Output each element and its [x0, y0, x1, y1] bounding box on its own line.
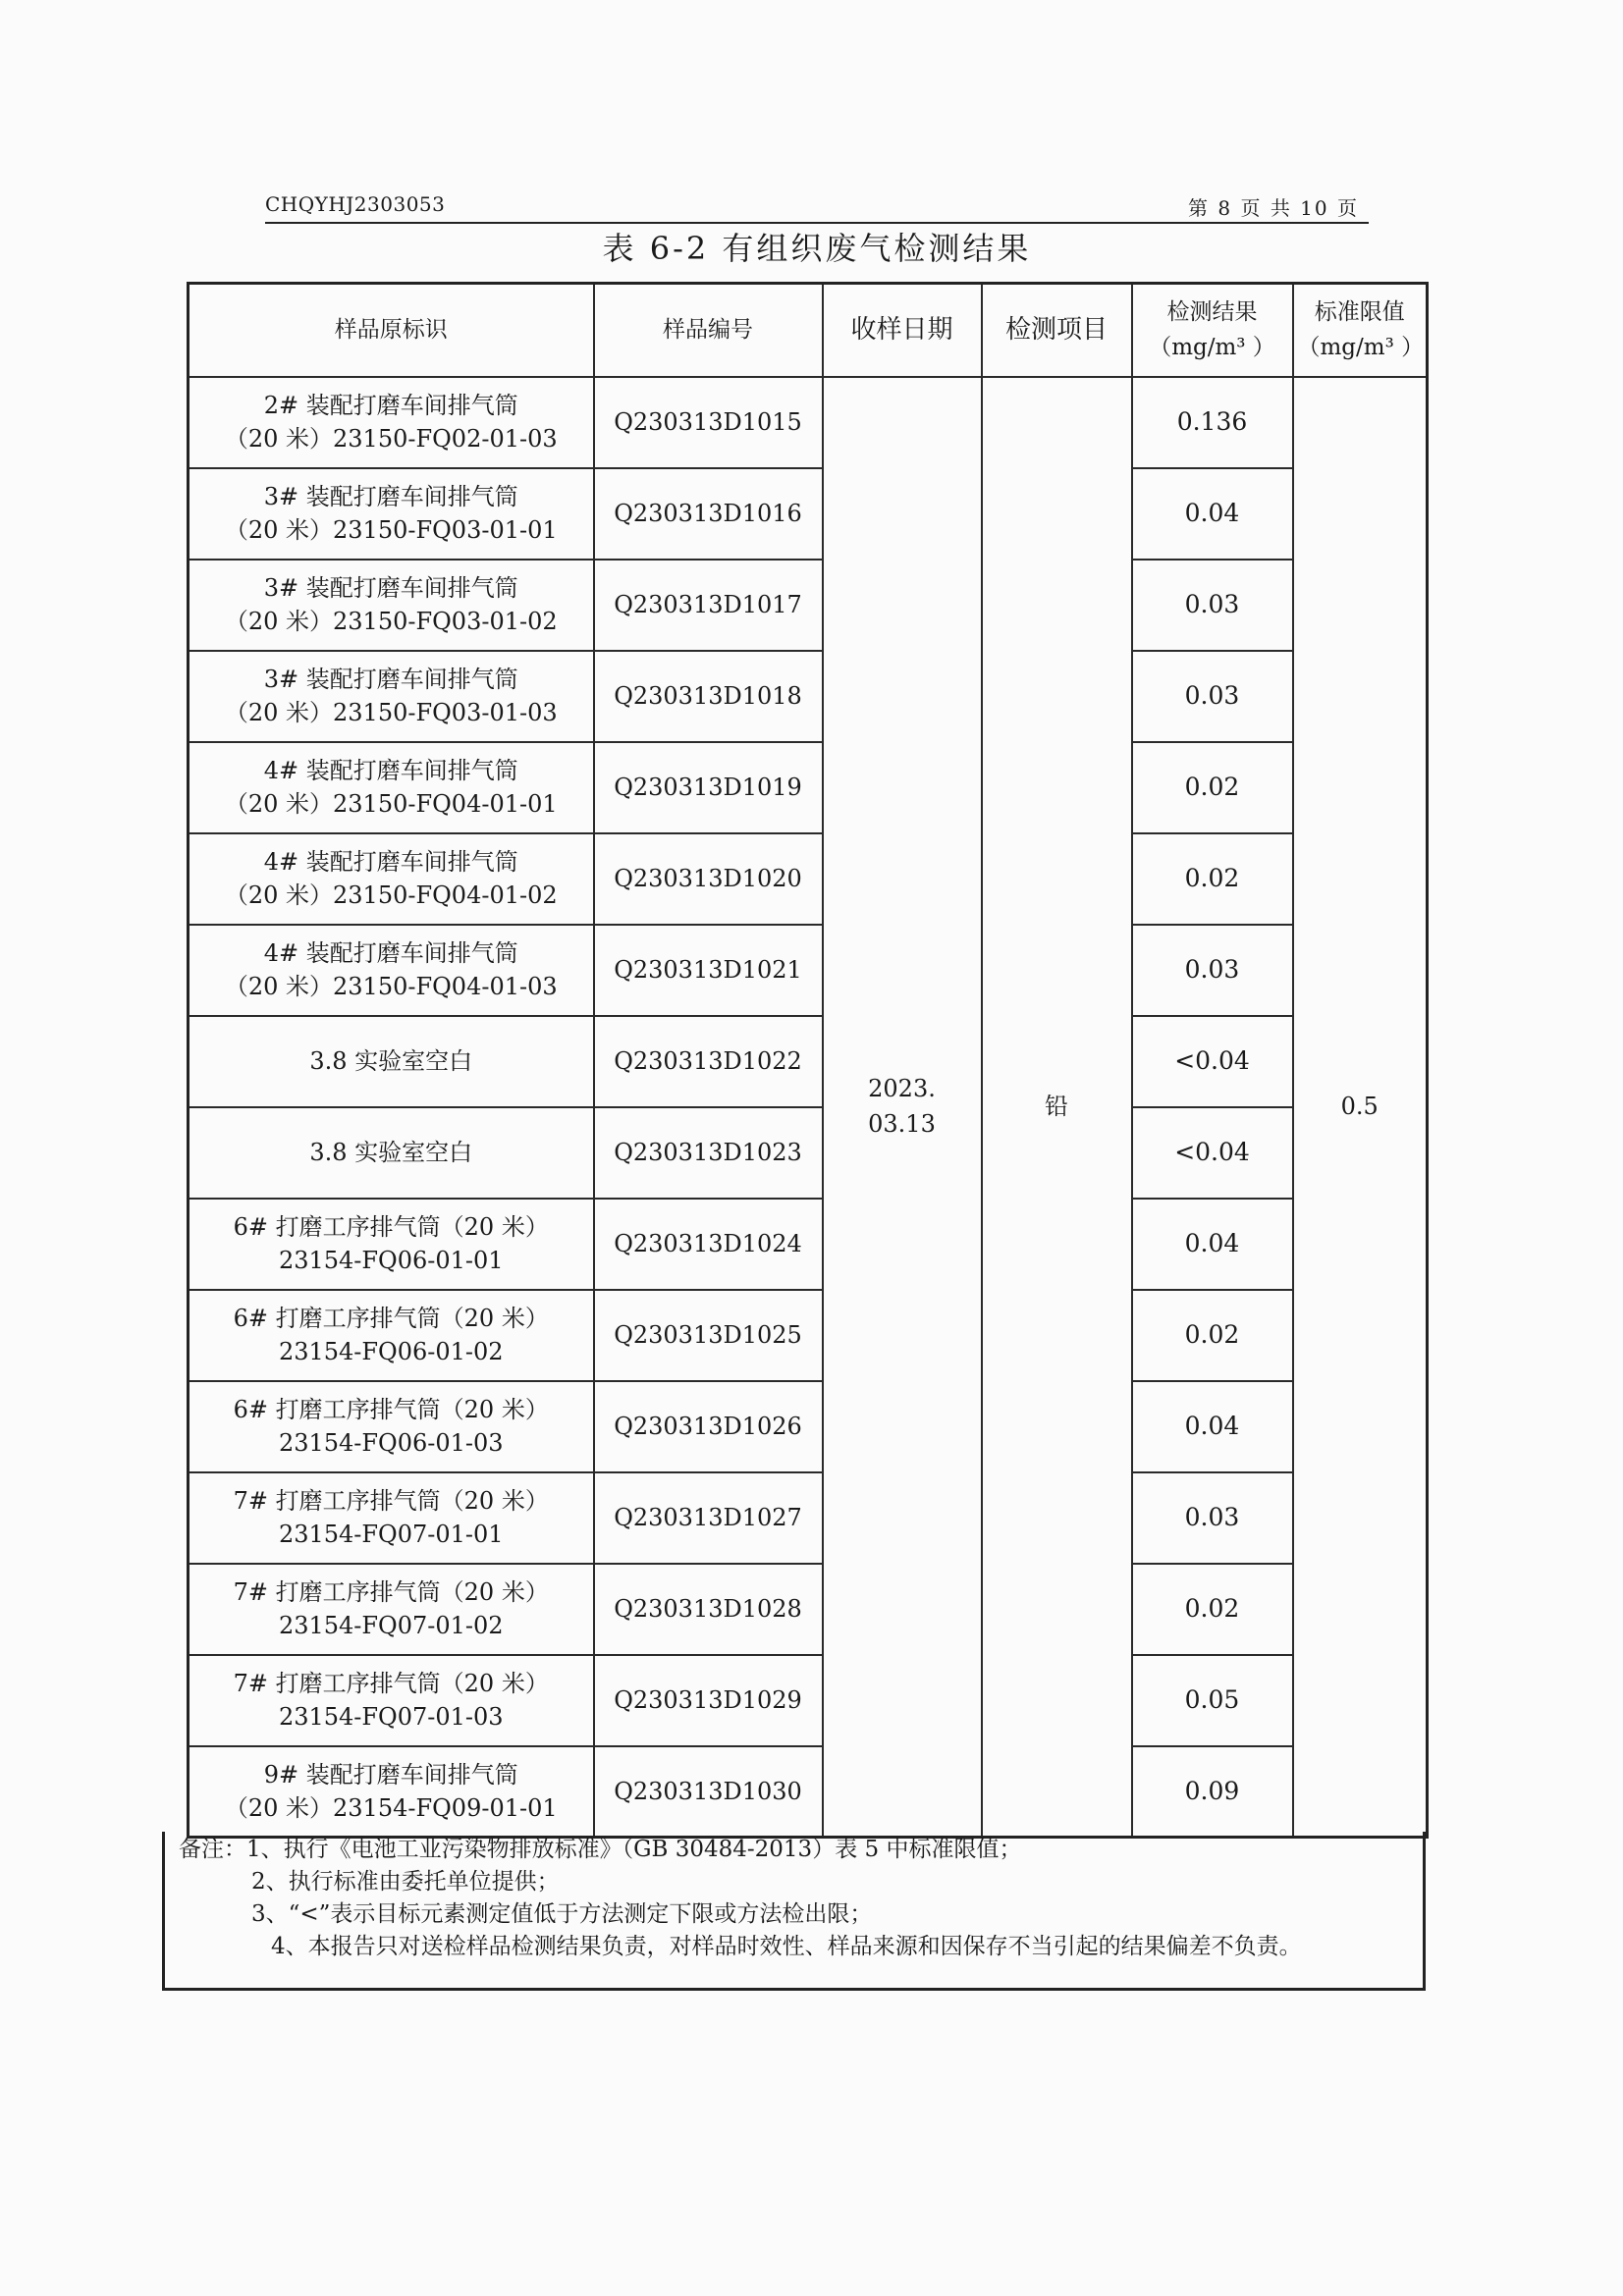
- sample-id-line1: 6# 打磨工序排气筒（20 米）: [233, 1305, 549, 1332]
- sample-id-line2: 23154-FQ06-01-01: [278, 1247, 504, 1274]
- result-cell: 0.03: [1132, 651, 1293, 742]
- table-row: [189, 1107, 1428, 1199]
- result-cell: 0.04: [1132, 1199, 1293, 1290]
- sample-no-cell: Q230313D1025: [594, 1290, 823, 1381]
- sample-id-cell: [189, 1746, 594, 1838]
- table-row: [189, 742, 1428, 833]
- result-cell: 0.02: [1132, 742, 1293, 833]
- result-cell: <0.04: [1132, 1107, 1293, 1199]
- sample-id-line1: 7# 打磨工序排气筒（20 米）: [233, 1578, 549, 1606]
- remark-line-4: 4、本报告只对送检样品检测结果负责，对样品时效性、样品来源和因保存不当引起的结果偏差不负责。: [271, 1934, 1302, 1959]
- sample-id-line2: （20 米）23150-FQ04-01-01: [224, 790, 558, 818]
- sample-id-cell: [189, 742, 594, 833]
- sample-id-line2: （20 米）23150-FQ02-01-03: [224, 425, 558, 453]
- table-row: [189, 1381, 1428, 1472]
- sample-id-line1: 7# 打磨工序排气筒（20 米）: [233, 1670, 549, 1697]
- table-row: [189, 925, 1428, 1016]
- result-cell: 0.04: [1132, 1381, 1293, 1472]
- page-number: 第 8 页 共 10 页: [1188, 196, 1359, 220]
- sample-id-line1: 9# 装配打磨车间排气筒: [263, 1760, 518, 1789]
- col-header-result: [1132, 284, 1293, 377]
- result-cell: 0.05: [1132, 1655, 1293, 1746]
- sample-id-line1: 3# 装配打磨车间排气筒: [263, 666, 518, 693]
- result-header-line1: 检测结果: [1166, 299, 1258, 326]
- receipt-date-cell: [823, 377, 982, 1838]
- table-row: [189, 377, 1428, 468]
- table-row: [189, 560, 1428, 651]
- table-row: [189, 1655, 1428, 1746]
- result-cell: <0.04: [1132, 1016, 1293, 1107]
- receipt-date-line1: 2023.: [868, 1075, 936, 1103]
- sample-id-cell: [189, 651, 594, 742]
- col-header-sample-no: 样品编号: [594, 284, 823, 377]
- table-row: [189, 1746, 1428, 1838]
- col-header-sample-id: 样品原标识: [189, 284, 594, 377]
- col-header-date: 收样日期: [823, 284, 982, 377]
- sample-id-line2: 23154-FQ07-01-01: [278, 1521, 504, 1548]
- col-header-item: 检测项目: [982, 284, 1132, 377]
- table-row: [189, 651, 1428, 742]
- sample-id-cell: [189, 1564, 594, 1655]
- table-row: [189, 1472, 1428, 1564]
- sample-no-cell: Q230313D1016: [594, 468, 823, 560]
- sample-id-cell: [189, 1381, 594, 1472]
- limit-header-line1: 标准限值: [1314, 299, 1405, 326]
- sample-id-line2: （20 米）23150-FQ04-01-03: [224, 973, 558, 1000]
- result-cell: 0.04: [1132, 468, 1293, 560]
- sample-no-cell: Q230313D1018: [594, 651, 823, 742]
- sample-id-line2: （20 米）23150-FQ03-01-01: [224, 516, 558, 544]
- result-cell: 0.02: [1132, 1290, 1293, 1381]
- remark-line-3: 3、“<”表示目标元素测定值低于方法测定下限或方法检出限；: [251, 1901, 873, 1927]
- sample-id-cell: [189, 377, 594, 468]
- page-header: [265, 188, 1369, 224]
- sample-id-line1: 4# 装配打磨车间排气筒: [263, 848, 518, 876]
- sample-no-cell: Q230313D1015: [594, 377, 823, 468]
- sample-id-line2: （20 米）23154-FQ09-01-01: [224, 1793, 558, 1822]
- sample-id-cell: [189, 1655, 594, 1746]
- limit-cell: 0.5: [1293, 377, 1428, 1838]
- sample-id-line1: 7# 打磨工序排气筒（20 米）: [233, 1487, 549, 1515]
- sample-id-cell: [189, 925, 594, 1016]
- results-table: [187, 282, 1429, 1839]
- sample-id-cell: [189, 1107, 594, 1199]
- limit-header-unit: （mg/m³ ）: [1297, 335, 1425, 361]
- sample-id-line1: 3# 装配打磨车间排气筒: [263, 574, 518, 602]
- sample-id-line1: 6# 打磨工序排气筒（20 米）: [233, 1396, 549, 1423]
- sample-id-cell: [189, 560, 594, 651]
- sample-no-cell: Q230313D1026: [594, 1381, 823, 1472]
- sample-no-cell: Q230313D1022: [594, 1016, 823, 1107]
- sample-id-line2: （20 米）23150-FQ03-01-02: [224, 608, 558, 635]
- sample-id-line2: 23154-FQ06-01-03: [278, 1429, 504, 1457]
- result-cell: 0.03: [1132, 560, 1293, 651]
- sample-id-line1: 4# 装配打磨车间排气筒: [263, 939, 518, 967]
- sample-no-cell: Q230313D1017: [594, 560, 823, 651]
- receipt-date-line2: 03.13: [868, 1110, 936, 1139]
- sample-no-cell: Q230313D1019: [594, 742, 823, 833]
- col-header-limit: [1293, 284, 1428, 377]
- header-row: [189, 284, 1428, 377]
- sample-no-cell: Q230313D1023: [594, 1107, 823, 1199]
- remark-line-2: 2、执行标准由委托单位提供；: [251, 1869, 560, 1895]
- table-row: [189, 1564, 1428, 1655]
- result-header-unit: （mg/m³ ）: [1149, 335, 1275, 361]
- sample-id-cell: [189, 1290, 594, 1381]
- sample-no-cell: Q230313D1027: [594, 1472, 823, 1564]
- sample-id-cell: [189, 833, 594, 925]
- result-cell: 0.03: [1132, 1472, 1293, 1564]
- table-title: 表 6-2 有组织废气检测结果: [602, 230, 1032, 267]
- result-cell: 0.09: [1132, 1746, 1293, 1838]
- result-cell: 0.02: [1132, 833, 1293, 925]
- result-cell: 0.02: [1132, 1564, 1293, 1655]
- sample-no-cell: Q230313D1024: [594, 1199, 823, 1290]
- result-cell: 0.03: [1132, 925, 1293, 1016]
- sample-no-cell: Q230313D1030: [594, 1746, 823, 1838]
- sample-no-cell: Q230313D1028: [594, 1564, 823, 1655]
- sample-no-cell: Q230313D1021: [594, 925, 823, 1016]
- remarks: [162, 1832, 1426, 1991]
- sample-id-line1: 3# 装配打磨车间排气筒: [263, 483, 518, 510]
- sample-id-line2: 23154-FQ07-01-03: [278, 1703, 504, 1731]
- table-row: [189, 1199, 1428, 1290]
- sample-id-line2: 23154-FQ06-01-02: [278, 1338, 504, 1365]
- sample-no-cell: Q230313D1020: [594, 833, 823, 925]
- sample-id-line2: （20 米）23150-FQ03-01-03: [224, 699, 558, 726]
- sample-id-cell: [189, 1199, 594, 1290]
- report-code: CHQYHJ2303053: [265, 192, 446, 216]
- table-row: [189, 1290, 1428, 1381]
- sample-id-cell: [189, 1016, 594, 1107]
- test-item-cell: 铅: [982, 377, 1132, 1838]
- sample-id-cell: [189, 1472, 594, 1564]
- sample-id-line2: （20 米）23150-FQ04-01-02: [224, 881, 558, 909]
- result-cell: 0.136: [1132, 377, 1293, 468]
- sample-id-line1: 6# 打磨工序排气筒（20 米）: [233, 1213, 549, 1241]
- sample-id-line1: 3.8 实验室空白: [309, 1139, 473, 1166]
- remark-line-1: 备注：1、执行《电池工业污染物排放标准》（GB 30484-2013）表 5 中标准限值；: [179, 1837, 1022, 1862]
- sample-id-line1: 2# 装配打磨车间排气筒: [263, 392, 518, 419]
- sample-no-cell: Q230313D1029: [594, 1655, 823, 1746]
- sample-id-line2: 23154-FQ07-01-02: [278, 1612, 504, 1639]
- sample-id-line1: 3.8 实验室空白: [309, 1047, 473, 1075]
- sample-id-line1: 4# 装配打磨车间排气筒: [263, 757, 518, 784]
- table-body: [189, 377, 1428, 1838]
- table-row: [189, 1016, 1428, 1107]
- sample-id-cell: [189, 468, 594, 560]
- table-row: [189, 833, 1428, 925]
- table-row: [189, 468, 1428, 560]
